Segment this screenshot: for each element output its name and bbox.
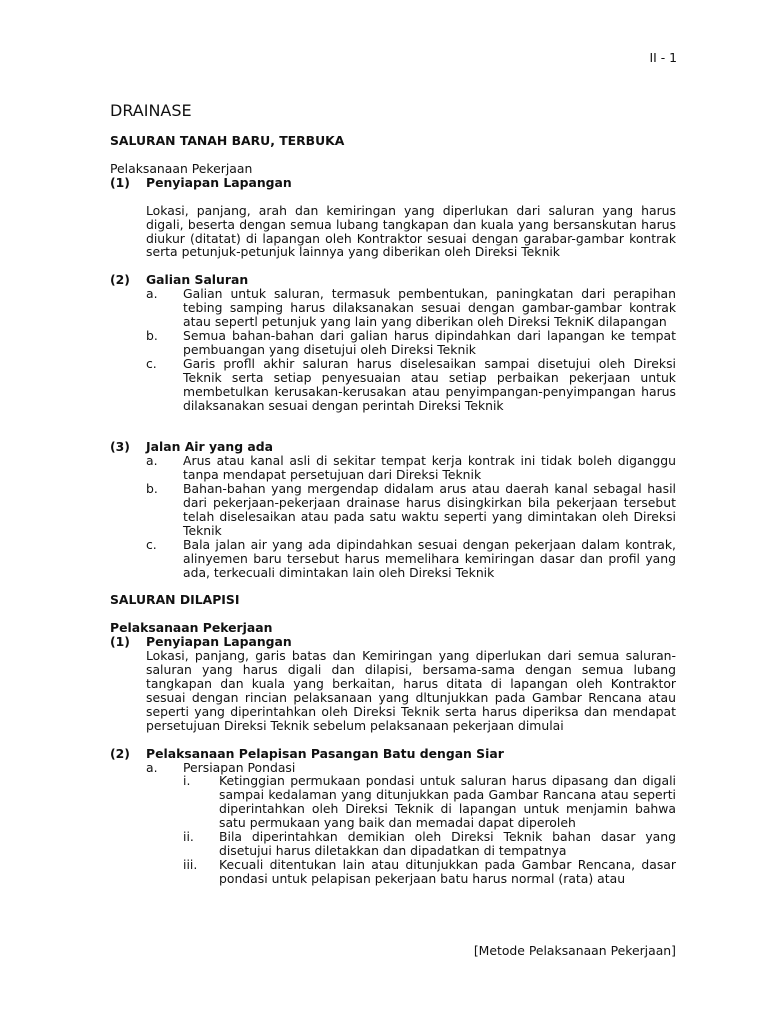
list-item: c. Garis profll akhir saluran harus diselesaikan sampai disetujui oleh Direksi Teknik serta setiap penyesuaian atau setiap perbaikan pekerjaan untuk membetulkan kerusakan-kerusakan atau penyimpangan-penyimpangan harus dilaksanakan sesuai dengan perintah Direksi Teknik xyxy=(146,355,676,413)
page-number: II - 1 xyxy=(649,50,677,65)
sub-list-item: i. Ketinggian permukaan pondasi untuk saluran harus dipasang dan digali sampai kedalaman yang ditunjukkan pada Gambar Rancana atau seperti diperintahkan oleh Direksi Teknik di lapangan untuk menjamin bahwa satu permukaan yang baik dan memadai dapat diperoleh xyxy=(183,773,676,831)
list-item: a. Arus atau kanal asli di sekitar tempat kerja kontrak ini tidak boleh diganggu tanpa mendapat persetujuan dari Direksi Teknik xyxy=(146,453,676,483)
paragraph: Lokasi, panjang, arah dan kemiringan yang diperlukan dari saluran yang harus digali, beserta dengan semua lubang tangkapan dan kuala yang bersanskutan harus diukur (ditatat) di lapangan oleh Kontraktor sesuai dengan garabar-gambar kontrak serta petunjuk-petunjuk lainnya yang diberikan oleh Direksi Teknik xyxy=(146,202,676,260)
list-item: a. Persiapan Pondasi xyxy=(146,759,296,775)
numbered-heading: (1) Penyiapan Lapangan xyxy=(110,634,292,650)
section-heading: SALURAN TANAH BARU, TERBUKA xyxy=(110,133,345,148)
list-item: a. Galian untuk saluran, termasuk pembentukan, paningkatan dari perapihan tebing samping harus dilaksanakan sesuai dengan gambar-gambar kontrak atau sepertl petunjuk yang lain yang diberikan oleh Direksi TekniK dilapangan xyxy=(146,286,676,330)
numbered-heading: (2) Galian Saluran xyxy=(110,272,249,288)
paragraph: Lokasi, panjang, garis batas dan Kemiringan yang diperlukan dari semua saluran-saluran yang harus digali dan dilapisi, bersama-sama dengan semua lubang tangkapan dan kuala yang berkaitan, harus ditata di lapangan oleh Kontraktor sesuai dengan rincian pelaksanaan yang dltunjukkan pada Gambar Rencana atau seperti yang diperintahkan oleh Direksi Teknik serta harus diperiksa dan mendapat persetujuan Direksi Teknik sebelum pelaksanaan pekerjaan dimulai xyxy=(146,648,676,733)
list-item: c. Bala jalan air yang ada dipindahkan sesuai dengan pekerjaan dalam kontrak, alinyemen baru tersebut harus memelihara kemiringan dasar dan profil yang ada, terkecuali dimintakan lain oleh Direksi Teknik xyxy=(146,536,676,580)
section-subheading: Pelaksanaan Pekerjaan xyxy=(110,620,273,636)
list-item: b. Semua bahan-bahan dari galian harus dipindahkan dari lapangan ke tempat pembuangan yang disetujui oleh Direksi Teknik xyxy=(146,327,676,357)
list-item: b. Bahan-bahan yang mergendap didalam arus atau daerah kanal sebagal hasil dari pekerjaan-pekerjaan drainase harus disingkirkan bila pekerjaan tersebut telah diselesaikan atau pada satu waktu seperti yang dimintakan oleh Direksi Teknik xyxy=(146,481,676,538)
sub-list-item: iii. Kecuali ditentukan lain atau ditunjukkan pada Gambar Rencana, dasar pondasi untuk pelapisan pekerjaan batu harus normal (rata) atau xyxy=(183,856,676,886)
section-subheading: Pelaksanaan Pekerjaan xyxy=(110,160,253,176)
numbered-heading: (1) Penyiapan Lapangan xyxy=(110,174,292,190)
document-body xyxy=(110,101,676,886)
document-title: DRAINASE xyxy=(110,101,192,120)
page-footer: [Metode Pelaksanaan Pekerjaan] xyxy=(473,943,676,958)
section-heading: SALURAN DILAPISI xyxy=(110,592,240,608)
numbered-heading: (3) Jalan Air yang ada xyxy=(110,439,274,455)
sub-list-item: ii. Bila diperintahkan demikian oleh Direksi Teknik bahan dasar yang disetujui harus diletakkan dan dipadatkan di tempatnya xyxy=(183,829,676,858)
numbered-heading: (2) Pelaksanaan Pelapisan Pasangan Batu dengan Siar xyxy=(110,745,504,761)
